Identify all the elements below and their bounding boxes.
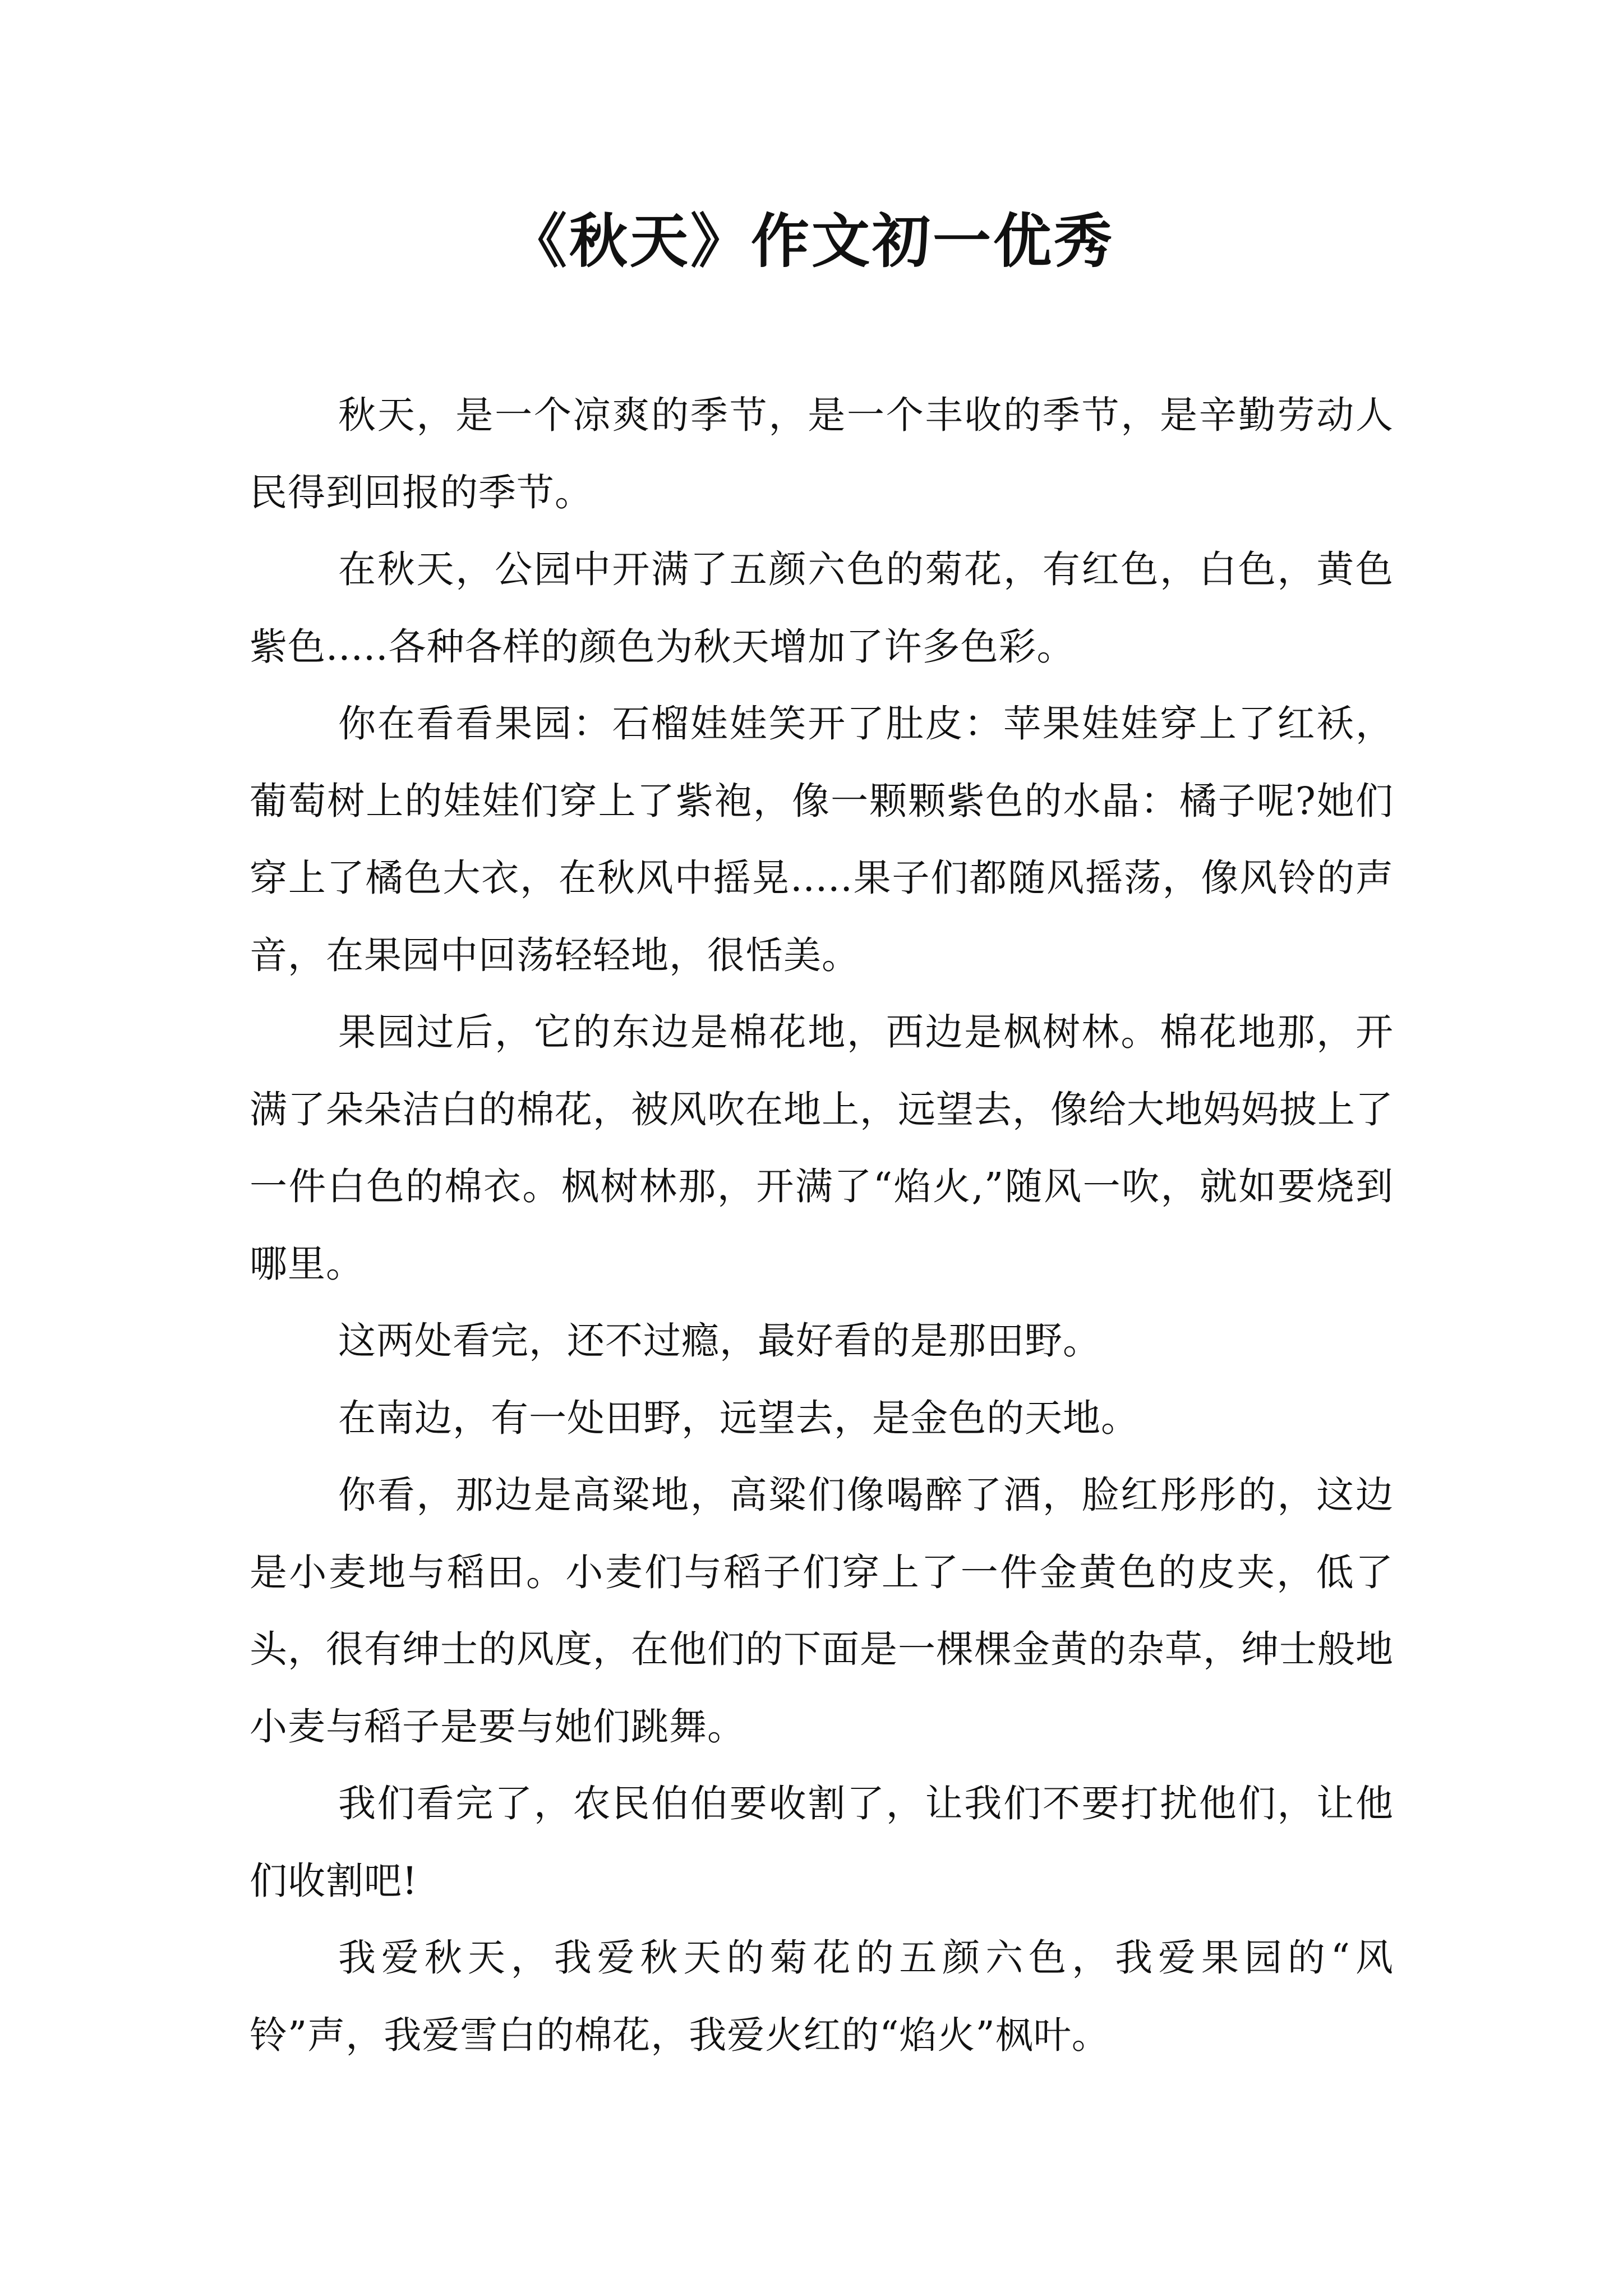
paragraph-7: 你看，那边是高粱地，高粱们像喝醉了酒，脸红彤彤的，这边是小麦地与稻田。小麦们与稻子们穿上了一件金黄色的皮夹，低了头，很有绅士的风度，在他们的下面是一棵棵金黄的杂草，绅士般地小麦与稻子是要与她们跳舞。 xyxy=(250,1473,1394,1749)
document-body xyxy=(250,377,1394,2074)
document-title: 《秋天》作文初一优秀 xyxy=(508,207,1114,275)
paragraph-5: 这两处看完，还不过瘾，最好看的是那田野。 xyxy=(338,1319,1101,1363)
paragraph-4: 果园过后，它的东边是棉花地，西边是枫树林。棉花地那，开满了朵朵洁白的棉花，被风吹在地上，远望去，像给大地妈妈披上了一件白色的棉衣。枫树林那，开满了“焰火,”随风一吹，就如要烧到哪里。 xyxy=(250,1010,1394,1286)
paragraph-1: 秋天，是一个凉爽的季节，是一个丰收的季节，是辛勤劳动人民得到回报的季节。 xyxy=(250,393,1394,514)
paragraph-2: 在秋天，公园中开满了五颜六色的菊花，有红色，白色，黄色紫色.....各种各样的颜色为秋天增加了许多色彩。 xyxy=(250,547,1394,669)
paragraph-6: 在南边，有一处田野，远望去，是金色的天地。 xyxy=(338,1396,1139,1440)
paragraph-8: 我们看完了，农民伯伯要收割了，让我们不要打扰他们，让他们收割吧! xyxy=(250,1782,1394,1903)
paragraph-3: 你在看看果园：石榴娃娃笑开了肚皮：苹果娃娃穿上了红袄，葡萄树上的娃娃们穿上了紫袍，像一颗颗紫色的水晶：橘子呢?她们穿上了橘色大衣，在秋风中摇晃.....果子们都随风摇荡，像风铃的声音，在果园中回荡轻轻地，很恬美。 xyxy=(250,702,1394,977)
paragraph-9: 我爱秋天，我爱秋天的菊花的五颜六色，我爱果园的“风铃”声，我爱雪白的棉花，我爱火红的“焰火”枫叶。 xyxy=(250,1936,1394,2057)
